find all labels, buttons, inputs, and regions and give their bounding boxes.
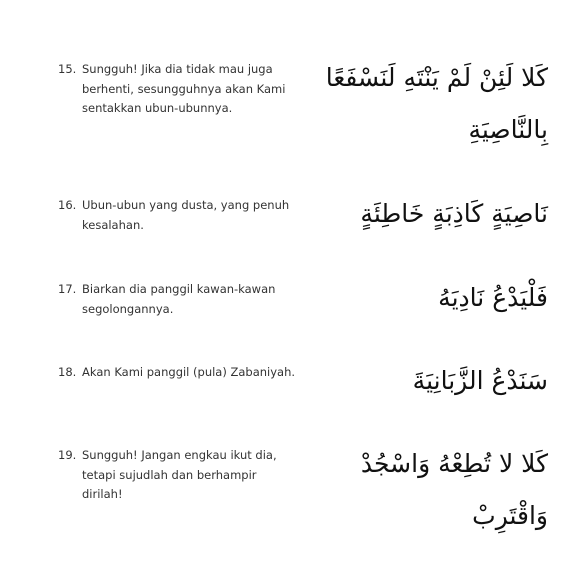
verse-number: 15. [58, 62, 77, 76]
arabic-line: وَاقْتَرِبْ [472, 501, 548, 530]
arabic-line: كَلا لَئِنْ لَمْ يَنْتَهِ لَنَسْفَعًا [325, 63, 548, 92]
verse-translation: Sungguh! Jangan engkau ikut dia, tetapi sujudlah dan berhampir dirilah! [82, 448, 277, 501]
verse-translation: Ubun-ubun yang dusta, yang penuh kesalahan. [82, 198, 290, 232]
verse-arabic [308, 438, 548, 542]
verse-translation: Sungguh! Jika dia tidak mau juga berhenti, sesungguhnya akan Kami sentakkan ubun-ubunnya. [82, 62, 286, 115]
verse-number: 19. [58, 448, 77, 462]
verse-translation: Akan Kami panggil (pula) Zabaniyah. [82, 365, 296, 379]
arabic-line: كَلا لا تُطِعْهُ وَاسْجُدْ [360, 449, 548, 478]
arabic-line: فَلْيَدْعُ نَادِيَهُ [438, 283, 548, 312]
verse-translation: Biarkan dia panggil kawan-kawan segolongannya. [82, 282, 276, 316]
verse-number: 18. [58, 365, 77, 379]
arabic-line: بِالنَّاصِيَةِ [468, 115, 548, 144]
verse-arabic [308, 52, 548, 156]
verse-number: 16. [58, 198, 77, 212]
verse-arabic [308, 272, 548, 324]
verse-number: 17. [58, 282, 77, 296]
arabic-line: سَنَدْعُ الزَّبَانِيَةَ [412, 366, 548, 395]
verse-arabic [308, 355, 548, 407]
verse-arabic [308, 188, 548, 240]
arabic-line: نَاصِيَةٍ كَاذِبَةٍ خَاطِئَةٍ [360, 199, 548, 228]
